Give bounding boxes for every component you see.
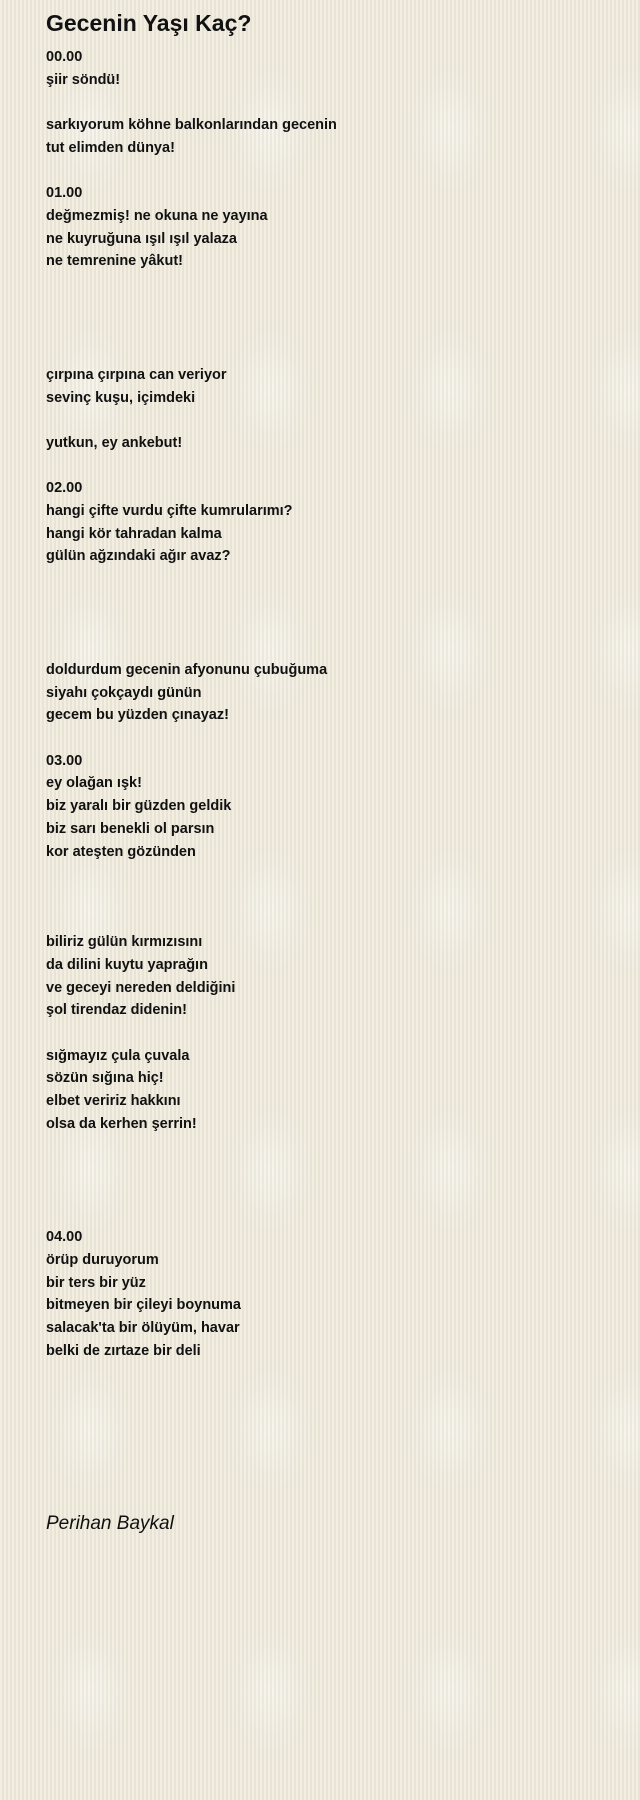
poem-line: ey olağan ışk! xyxy=(46,775,142,792)
poem-body xyxy=(46,46,546,1363)
stanza-gap xyxy=(46,455,546,478)
poem-stanza xyxy=(46,182,546,273)
stanza-gap xyxy=(46,160,546,183)
poem-line: hangi çifte vurdu çifte kumrularımı? xyxy=(46,502,293,519)
poem-line: 03.00 xyxy=(46,752,83,769)
poem-line: tut elimden dünya! xyxy=(46,139,175,156)
poem-line: yutkun, ey ankebut! xyxy=(46,434,183,451)
poem-line: sevinç kuşu, içimdeki xyxy=(46,389,196,406)
poem-line: siyahı çokçaydı günün xyxy=(46,684,202,701)
stanza-gap xyxy=(46,1022,546,1045)
poem-line: 02.00 xyxy=(46,480,83,497)
poem-author: Perihan Baykal xyxy=(46,1513,174,1534)
stanza-gap xyxy=(46,409,546,432)
poem-line: 01.00 xyxy=(46,185,83,202)
poem-line: şol tirendaz didenin! xyxy=(46,1002,187,1019)
poem-line: elbet veririz hakkını xyxy=(46,1093,181,1110)
poem-stanza xyxy=(46,659,546,727)
poem-line: bitmeyen bir çileyi boynuma xyxy=(46,1297,241,1314)
poem-line: sözün sığına hiç! xyxy=(46,1070,164,1087)
poem-line: olsa da kerhen şerrin! xyxy=(46,1115,197,1132)
poem-stanza xyxy=(46,931,546,1022)
poem-line: hangi kör tahradan kalma xyxy=(46,525,222,542)
poem-stanza xyxy=(46,1045,546,1136)
stanza-gap xyxy=(46,863,546,931)
poem-stanza xyxy=(46,114,546,159)
poem-line: kor ateşten gözünden xyxy=(46,843,196,860)
poem-line: ve geceyi nereden deldiğini xyxy=(46,979,236,996)
poem-line: gülün ağzındaki ağır avaz? xyxy=(46,548,231,565)
stanza-gap xyxy=(46,727,546,750)
poem-line: ne temrenine yâkut! xyxy=(46,253,183,270)
poem-line: da dilini kuytu yaprağın xyxy=(46,956,208,973)
poem-stanza xyxy=(46,1226,546,1362)
poem-line: örüp duruyorum xyxy=(46,1252,159,1269)
poem-stanza xyxy=(46,46,546,91)
poem-line: sarkıyorum köhne balkonlarından gecenin xyxy=(46,117,337,134)
poem-line: salacak'ta bir ölüyüm, havar xyxy=(46,1320,240,1337)
poem-line: doldurdum gecenin afyonunu çubuğuma xyxy=(46,661,328,678)
poem-line: çırpına çırpına can veriyor xyxy=(46,366,227,383)
stanza-gap xyxy=(46,568,546,659)
poem-line: 04.00 xyxy=(46,1229,83,1246)
stanza-gap xyxy=(46,1136,546,1227)
poem-line: bir ters bir yüz xyxy=(46,1274,146,1291)
poem-line: sığmayız çula çuvala xyxy=(46,1047,190,1064)
poem-title: Gecenin Yaşı Kaç? xyxy=(46,10,252,36)
poem-line: değmezmiş! ne okuna ne yayına xyxy=(46,207,268,224)
stanza-gap xyxy=(46,91,546,114)
poem-line: 00.00 xyxy=(46,49,83,65)
poem-line: biliriz gülün kırmızısını xyxy=(46,934,203,951)
poem-line: şiir söndü! xyxy=(46,71,121,88)
poem-stanza xyxy=(46,477,546,568)
stanza-gap xyxy=(46,273,546,364)
poem-line: ne kuyruğuna ışıl ışıl yalaza xyxy=(46,230,237,247)
poem-line: biz sarı benekli ol parsın xyxy=(46,820,215,837)
poem-stanza xyxy=(46,750,546,864)
poem-stanza xyxy=(46,364,546,409)
poem-line: biz yaralı bir güzden geldik xyxy=(46,798,232,815)
poem-line: belki de zırtaze bir deli xyxy=(46,1342,201,1359)
poem-stanza xyxy=(46,432,546,455)
poem-line: gecem bu yüzden çınayaz! xyxy=(46,707,229,724)
